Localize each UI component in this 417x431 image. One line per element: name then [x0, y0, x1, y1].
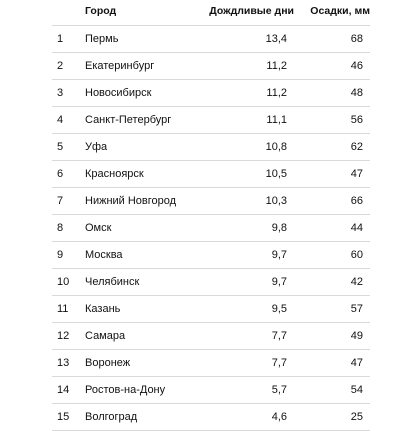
row-precipitation: 47 — [350, 168, 363, 180]
header-rainy-days: Дождливые дни — [209, 5, 294, 17]
table-row — [52, 269, 370, 296]
row-rank: 2 — [57, 60, 64, 72]
row-precipitation: 68 — [350, 33, 363, 45]
row-rainy-days: 11,2 — [266, 60, 287, 72]
table-row — [52, 377, 370, 404]
row-precipitation: 44 — [350, 222, 363, 234]
table-row — [52, 161, 370, 188]
table-row — [52, 107, 370, 134]
row-city: Екатеринбург — [85, 60, 155, 72]
row-rank: 4 — [57, 114, 64, 126]
row-rank: 10 — [57, 276, 70, 288]
row-precipitation: 62 — [350, 141, 363, 153]
table-body — [52, 26, 370, 431]
table-row — [52, 188, 370, 215]
row-rainy-days: 11,2 — [266, 87, 287, 99]
row-rainy-days: 9,7 — [271, 249, 287, 261]
row-precipitation: 56 — [350, 114, 363, 126]
row-rainy-days: 7,7 — [271, 357, 287, 369]
row-rainy-days: 5,7 — [271, 384, 287, 396]
row-rank: 3 — [57, 87, 64, 99]
table-row — [52, 242, 370, 269]
row-rainy-days: 7,7 — [271, 330, 287, 342]
rain-table — [52, 0, 370, 431]
header-precipitation: Осадки, мм — [310, 5, 370, 17]
row-precipitation: 42 — [350, 276, 363, 288]
row-rank: 13 — [57, 357, 70, 369]
row-precipitation: 47 — [350, 357, 363, 369]
row-city: Новосибирск — [85, 87, 152, 99]
row-rank: 15 — [57, 411, 70, 423]
row-precipitation: 48 — [350, 87, 363, 99]
table-row — [52, 53, 370, 80]
row-precipitation: 54 — [350, 384, 363, 396]
row-rank: 14 — [57, 384, 70, 396]
row-rainy-days: 9,8 — [271, 222, 287, 234]
row-rank: 7 — [57, 195, 64, 207]
row-precipitation: 66 — [350, 195, 363, 207]
row-rainy-days: 10,8 — [265, 141, 287, 153]
table-row — [52, 296, 370, 323]
row-precipitation: 60 — [350, 249, 363, 261]
row-city: Самара — [85, 330, 126, 342]
table-row — [52, 350, 370, 377]
row-rainy-days: 10,5 — [265, 168, 287, 180]
row-city: Пермь — [85, 33, 119, 45]
row-rank: 1 — [57, 33, 64, 45]
row-precipitation: 57 — [350, 303, 363, 315]
header-city: Город — [85, 5, 117, 17]
row-city: Омск — [85, 222, 112, 234]
row-rainy-days: 9,5 — [271, 303, 287, 315]
row-city: Челябинск — [85, 276, 140, 288]
table-row — [52, 323, 370, 350]
row-rank: 11 — [57, 303, 69, 315]
row-city: Воронеж — [85, 357, 131, 369]
row-rainy-days: 4,6 — [271, 411, 287, 423]
row-city: Казань — [85, 303, 121, 315]
row-precipitation: 46 — [350, 60, 363, 72]
row-city: Красноярск — [85, 168, 144, 180]
row-rank: 12 — [57, 330, 70, 342]
table-header — [52, 0, 370, 26]
table-row — [52, 134, 370, 161]
row-rank: 8 — [57, 222, 64, 234]
row-rank: 5 — [57, 141, 64, 153]
row-city: Санкт-Петербург — [85, 114, 172, 126]
row-precipitation: 25 — [350, 411, 363, 423]
row-city: Ростов-на-Дону — [85, 384, 166, 396]
row-rainy-days: 9,7 — [271, 276, 287, 288]
row-rank: 9 — [57, 249, 64, 261]
row-rainy-days: 11,1 — [266, 114, 287, 126]
row-rainy-days: 10,3 — [265, 195, 287, 207]
row-city: Волгоград — [85, 411, 138, 423]
table-row — [52, 215, 370, 242]
row-city: Нижний Новгород — [85, 195, 177, 207]
row-rank: 6 — [57, 168, 64, 180]
table-row — [52, 404, 370, 431]
row-city: Уфа — [85, 141, 108, 153]
row-city: Москва — [85, 249, 123, 261]
table-row — [52, 26, 370, 53]
row-precipitation: 49 — [350, 330, 363, 342]
row-rainy-days: 13,4 — [265, 33, 287, 45]
table-row — [52, 80, 370, 107]
